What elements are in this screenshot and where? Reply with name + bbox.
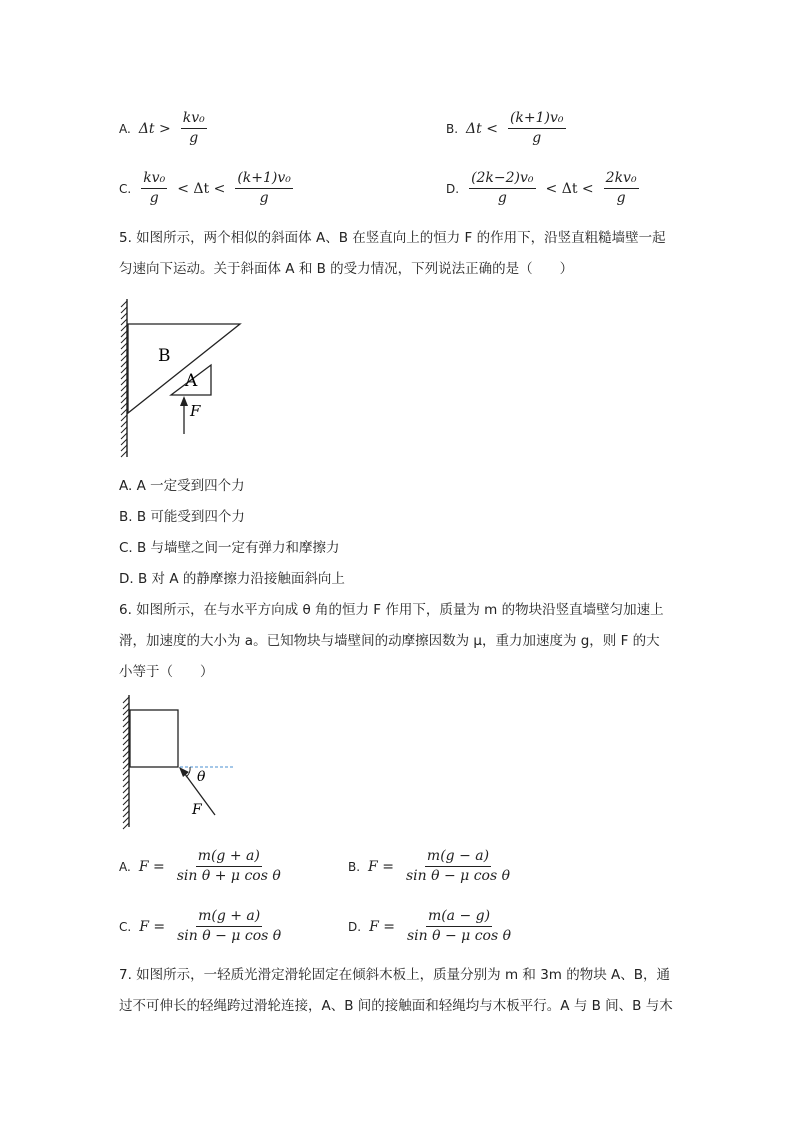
numerator: (2k−2)v₀ <box>469 170 535 189</box>
q6-stem-line-2: 滑，加速度的大小为 a。已知物块与墙壁间的动摩擦因数为 μ，重力加速度为 g，则 F 的大 <box>119 633 660 649</box>
fraction <box>405 908 513 945</box>
q5-wedge-figure <box>118 295 248 463</box>
denominator: g <box>149 190 159 206</box>
fraction <box>181 110 207 147</box>
numerator: kv₀ <box>141 170 167 189</box>
q6-option-d[interactable] <box>348 908 515 945</box>
label-a: A <box>185 371 198 391</box>
label-f: F <box>190 402 201 420</box>
q5-option-b[interactable]: B. B 可能受到四个力 <box>119 509 245 525</box>
label-theta: θ <box>197 769 206 785</box>
denominator: g <box>259 190 269 206</box>
option-lhs: Δt > <box>138 120 171 137</box>
q4-option-b[interactable] <box>446 110 568 147</box>
q4-option-d[interactable] <box>446 170 641 207</box>
numerator: (k+1)v₀ <box>235 170 293 189</box>
q6-block-figure <box>118 693 248 833</box>
q4-option-a[interactable] <box>119 110 209 147</box>
q6-option-c[interactable] <box>119 908 285 945</box>
option-lhs: F = <box>369 918 395 935</box>
option-lhs: F = <box>139 918 166 935</box>
fraction <box>141 170 167 207</box>
q5-stem-line-2: 匀速向下运动。关于斜面体 A 和 B 的受力情况，下列说法正确的是（ ） <box>119 261 574 277</box>
option-letter: C. <box>119 181 132 196</box>
q6-option-a[interactable] <box>119 848 285 885</box>
numerator: m(g + a) <box>196 908 262 927</box>
option-letter: D. <box>348 919 362 934</box>
fraction <box>175 908 283 945</box>
option-lhs: Δt < <box>466 120 498 137</box>
denominator: g <box>616 190 626 206</box>
inequality: < Δt < <box>545 180 594 197</box>
numerator: m(g − a) <box>425 848 491 867</box>
numerator: (k+1)v₀ <box>508 110 566 129</box>
denominator: g <box>532 130 542 146</box>
denominator: sin θ − μ cos θ <box>177 928 282 944</box>
inequality: < Δt < <box>177 180 226 197</box>
label-b: B <box>158 346 171 366</box>
numerator: 2kv₀ <box>604 170 639 189</box>
label-f: F <box>192 802 202 818</box>
option-letter: A. <box>119 121 131 136</box>
wall-hatching <box>121 299 127 457</box>
q5-stem-line-1: 5. 如图所示，两个相似的斜面体 A、B 在竖直向上的恒力 F 的作用下，沿竖直粗糙墙壁一起 <box>119 230 666 246</box>
force-arrowhead <box>180 396 188 406</box>
denominator: g <box>497 190 507 206</box>
numerator: m(a − g) <box>426 908 492 927</box>
option-lhs: F = <box>138 858 165 875</box>
option-letter: C. <box>119 919 132 934</box>
q5-option-a[interactable]: A. A 一定受到四个力 <box>119 478 245 494</box>
denominator: sin θ + μ cos θ <box>176 868 281 884</box>
q4-option-c[interactable] <box>119 170 295 207</box>
fraction <box>235 170 293 207</box>
fraction <box>469 170 535 207</box>
numerator: kv₀ <box>181 110 207 129</box>
q5-option-d[interactable]: D. B 对 A 的静摩擦力沿接触面斜向上 <box>119 571 345 587</box>
q6-stem-line-1: 6. 如图所示，在与水平方向成 θ 角的恒力 F 作用下，质量为 m 的物块沿竖直墙壁匀加速上 <box>119 602 664 618</box>
q5-option-c[interactable]: C. B 与墙壁之间一定有弹力和摩擦力 <box>119 540 340 556</box>
option-letter: D. <box>446 181 460 196</box>
denominator: sin θ − μ cos θ <box>405 868 511 884</box>
q7-stem-line-1: 7. 如图所示，一轻质光滑定滑轮固定在倾斜木板上，质量分别为 m 和 3m 的物块 A、B，通 <box>119 967 671 983</box>
wall-hatching <box>123 695 129 829</box>
q7-stem-line-2: 过不可伸长的轻绳跨过滑轮连接，A、B 间的接触面和轻绳均与木板平行。A 与 B 间、B 与木 <box>119 998 673 1014</box>
option-letter: A. <box>119 859 131 874</box>
option-letter: B. <box>348 859 361 874</box>
q6-stem-line-3: 小等于（ ） <box>119 664 214 680</box>
denominator: sin θ − μ cos θ <box>406 928 512 944</box>
block <box>130 710 178 767</box>
option-lhs: F = <box>368 858 394 875</box>
option-letter: B. <box>446 121 459 136</box>
q6-option-b[interactable] <box>348 848 514 885</box>
numerator: m(g + a) <box>196 848 262 867</box>
fraction <box>404 848 512 885</box>
fraction <box>175 848 283 885</box>
fraction <box>604 170 639 207</box>
fraction <box>508 110 566 147</box>
denominator: g <box>189 130 199 146</box>
